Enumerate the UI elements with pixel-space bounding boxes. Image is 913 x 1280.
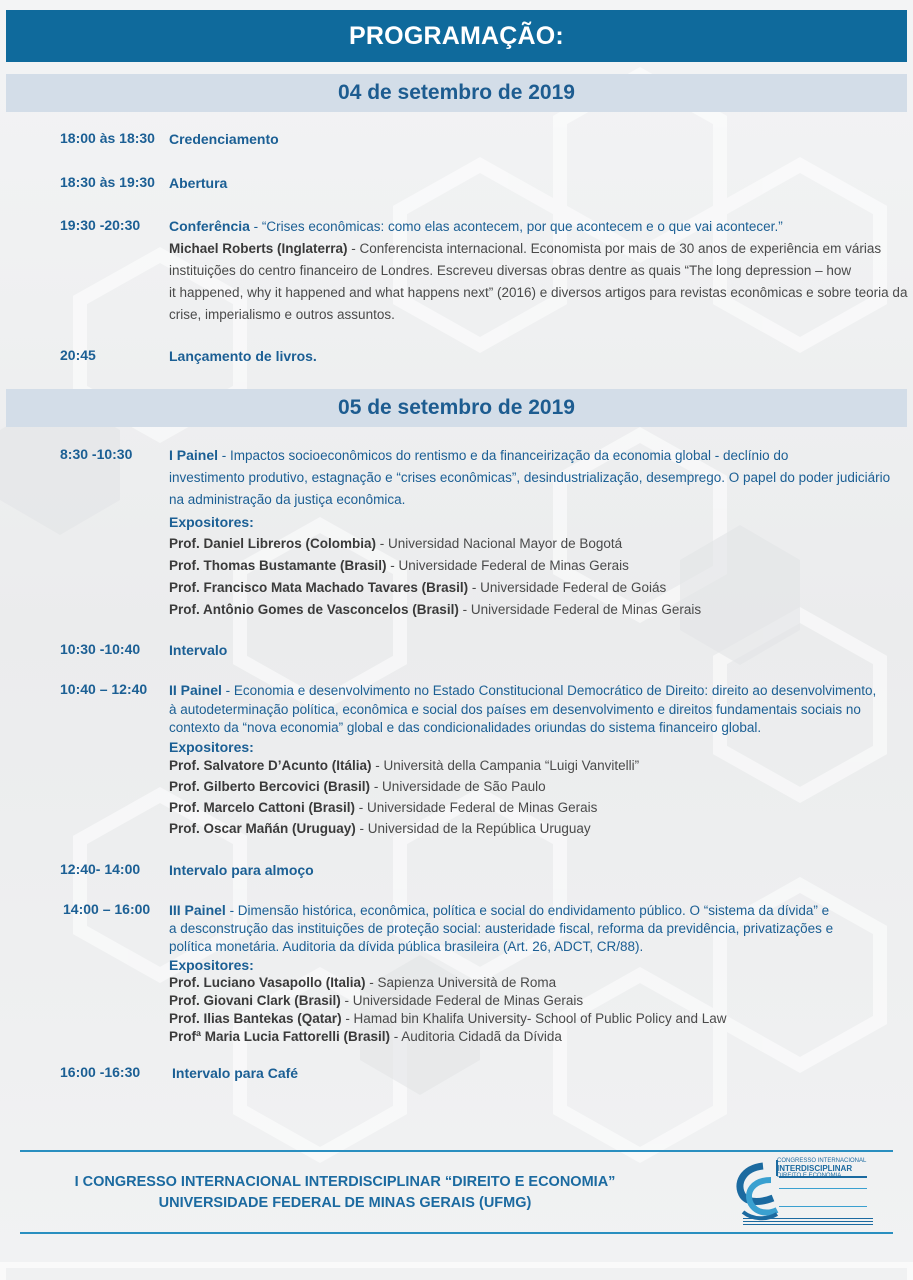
speaker-affiliation: - Universidad Nacional Mayor de Bogotá bbox=[376, 536, 623, 551]
panel3-desc: política monetária. Auditoria da dívida pública brasileira (Art. 26, ADCT, CR/88). bbox=[169, 939, 644, 954]
speaker-row bbox=[169, 1028, 859, 1046]
panel2-label: II Painel bbox=[169, 682, 222, 698]
speaker-affiliation: - Universidade de São Paulo bbox=[370, 779, 546, 794]
time-panel3: 14:00 – 16:00 bbox=[63, 901, 151, 917]
speaker-name: Prof. Luciano Vasapollo (Italia) bbox=[169, 975, 366, 990]
day1-date: 04 de setembro de 2019 bbox=[338, 81, 575, 104]
panel1-desc: - Impactos socioeconômicos do rentismo e da financeirização da economia global - declínio do bbox=[218, 448, 789, 463]
item-cafe bbox=[172, 1062, 862, 1085]
panel1-desc: na administração da justiça econômica. bbox=[169, 492, 406, 507]
speaker-affiliation: - Sapienza Università de Roma bbox=[365, 975, 557, 990]
time-conferencia: 19:30 -20:30 bbox=[60, 217, 141, 233]
speaker-row bbox=[169, 1010, 859, 1028]
program-title-bar bbox=[6, 10, 907, 62]
panel2-speakers bbox=[169, 755, 859, 839]
speaker-row bbox=[169, 818, 859, 839]
day2-date: 05 de setembro de 2019 bbox=[338, 396, 575, 419]
speaker-affiliation: - Universidade Federal de Minas Gerais bbox=[355, 800, 598, 815]
speaker-name: Prof. Marcelo Cattoni (Brasil) bbox=[169, 800, 356, 815]
footer-line-2: UNIVERSIDADE FEDERAL DE MINAS GERAIS (UFMG) bbox=[158, 1195, 532, 1211]
panel1 bbox=[169, 444, 891, 621]
panel2 bbox=[169, 681, 877, 756]
time-intervalo: 10:30 -10:40 bbox=[60, 641, 141, 657]
speaker-affiliation: - Universidade Federal de Goiás bbox=[468, 580, 667, 595]
speaker-row bbox=[169, 992, 859, 1010]
panel1-expositores-label: Expositores: bbox=[169, 514, 254, 530]
speaker-affiliation: - Università della Campania “Luigi Vanvitelli” bbox=[371, 758, 640, 773]
label-lancamento: Lançamento de livros. bbox=[169, 348, 317, 364]
speaker-row bbox=[169, 755, 859, 776]
speaker-name: Prof. Gilberto Bercovici (Brasil) bbox=[169, 779, 371, 794]
panel3-desc: - Dimensão histórica, econômica, política e social do endividamento público. O “sistema da dívida” e bbox=[225, 903, 830, 918]
speaker-name: Profª Maria Lucia Fattorelli (Brasil) bbox=[169, 1029, 391, 1044]
footer-divider-bottom bbox=[20, 1232, 893, 1234]
speaker-name: Prof. Giovani Clark (Brasil) bbox=[169, 993, 341, 1008]
item-lancamento bbox=[169, 345, 859, 368]
speaker-row bbox=[169, 776, 859, 797]
panel3-desc: a desconstrução das instituições de proteção social: austeridade fiscal, reforma da previdência, privatizações e bbox=[169, 921, 834, 936]
speaker-row bbox=[169, 599, 859, 621]
item-abertura bbox=[169, 172, 859, 195]
label-abertura: Abertura bbox=[169, 175, 228, 191]
logo-text: CONGRESSO INTERNACIONAL bbox=[777, 1158, 867, 1164]
conferencia-bio: - Conferencista internacional. Economista por mais de 30 anos de experiência em várias bbox=[347, 241, 882, 256]
item-almoco bbox=[169, 859, 859, 882]
time-abertura: 18:30 às 19:30 bbox=[60, 174, 155, 190]
time-credenciamento: 18:00 às 18:30 bbox=[60, 130, 155, 146]
day2-header bbox=[6, 389, 907, 427]
speaker-affiliation: - Universidade Federal de Minas Gerais bbox=[340, 993, 584, 1008]
speaker-name: Michael Roberts (Inglaterra) bbox=[169, 241, 348, 256]
panel2-desc: - Economia e desenvolvimento no Estado Constitucional Democrático de Direito: direito ao desenvolvimento, bbox=[221, 683, 877, 698]
speaker-name: Prof. Oscar Mañán (Uruguay) bbox=[169, 821, 356, 836]
speaker-row bbox=[169, 577, 859, 599]
panel1-label: I Painel bbox=[169, 447, 219, 463]
speaker-name: Prof. Salvatore D’Acunto (Itália) bbox=[169, 758, 372, 773]
time-cafe: 16:00 -16:30 bbox=[60, 1064, 141, 1080]
logo-text: INTERDISCIPLINAR bbox=[777, 1164, 853, 1173]
speaker-name: Prof. Ilias Bantekas (Qatar) bbox=[169, 1011, 342, 1026]
panel2-desc: à autodeterminação política, econômica e social dos países em desenvolvimento e direitos fundamentais sociais no bbox=[169, 701, 861, 717]
label-almoco: Intervalo para almoço bbox=[169, 862, 314, 878]
time-panel1: 8:30 -10:30 bbox=[60, 446, 133, 462]
label-conferencia: Conferência bbox=[169, 218, 250, 234]
label-intervalo: Intervalo bbox=[169, 642, 228, 658]
speaker-affiliation: - Auditoria Cidadã da Dívida bbox=[390, 1029, 562, 1044]
label-credenciamento: Credenciamento bbox=[169, 131, 279, 147]
day1-header bbox=[6, 74, 907, 112]
speaker-row bbox=[169, 533, 859, 555]
footer-congress-name bbox=[60, 1172, 630, 1214]
conferencia-bio: crise, imperialismo e outros assuntos. bbox=[169, 307, 395, 322]
panel3-expositores-label: Expositores: bbox=[169, 957, 254, 973]
conferencia-bio: instituições do centro financeiro de Londres. Escreveu diversas obras dentre as quais “The long depression – how bbox=[169, 263, 852, 278]
speaker-affiliation: - Universidade Federal de Minas Gerais bbox=[386, 558, 629, 573]
speaker-affiliation: - Hamad bin Khalifa University- School of Public Policy and Law bbox=[341, 1011, 727, 1026]
conferencia-title: - “Crises econômicas: como elas acontecem, por que acontecem e o que vai acontecer.” bbox=[249, 219, 783, 234]
logo-text: DIREITO E ECONOMIA bbox=[777, 1173, 842, 1179]
panel1-desc: investimento produtivo, estagnação e “crises econômicas”, desindustrialização, desemprego. O papel do poder judiciário bbox=[169, 470, 891, 485]
page-title: PROGRAMAÇÃO: bbox=[349, 21, 564, 50]
speaker-name: Prof. Daniel Libreros (Colombia) bbox=[169, 536, 377, 551]
speaker-row bbox=[169, 974, 859, 992]
time-almoco: 12:40- 14:00 bbox=[60, 861, 141, 877]
speaker-affiliation: - Universidad de la República Uruguay bbox=[355, 821, 591, 836]
panel3 bbox=[169, 901, 859, 1046]
speaker-row bbox=[169, 555, 859, 577]
item-credenciamento bbox=[169, 128, 859, 151]
speaker-affiliation: - Universidade Federal de Minas Gerais bbox=[458, 602, 702, 617]
footer-divider-top bbox=[20, 1150, 893, 1152]
label-cafe: Intervalo para Café bbox=[172, 1065, 299, 1081]
time-panel2: 10:40 – 12:40 bbox=[60, 681, 148, 697]
panel2-expositores-label: Expositores: bbox=[169, 738, 254, 755]
speaker-name: Prof. Thomas Bustamante (Brasil) bbox=[169, 558, 387, 573]
conferencia-bio: it happened, why it happened and what happens next” (2016) e diversos artigos para revistas econômicas e sobre teoria da bbox=[169, 285, 908, 300]
speaker-name: Prof. Francisco Mata Machado Tavares (Brasil) bbox=[169, 580, 469, 595]
item-conferencia bbox=[169, 215, 908, 326]
time-lancamento: 20:45 bbox=[60, 347, 96, 363]
speaker-name: Prof. Antônio Gomes de Vasconcelos (Brasil) bbox=[169, 602, 459, 617]
footer-line-1: I CONGRESSO INTERNACIONAL INTERDISCIPLINAR “DIREITO E ECONOMIA” bbox=[74, 1174, 616, 1190]
speaker-row bbox=[169, 797, 859, 818]
item-intervalo bbox=[169, 639, 859, 662]
panel3-label: III Painel bbox=[169, 902, 226, 918]
panel2-desc: contexto da “nova economia” global e das condicionalidades oriundas do sistema financeiro global. bbox=[169, 720, 762, 735]
next-page-edge bbox=[0, 1262, 913, 1280]
congress-logo bbox=[733, 1158, 878, 1230]
